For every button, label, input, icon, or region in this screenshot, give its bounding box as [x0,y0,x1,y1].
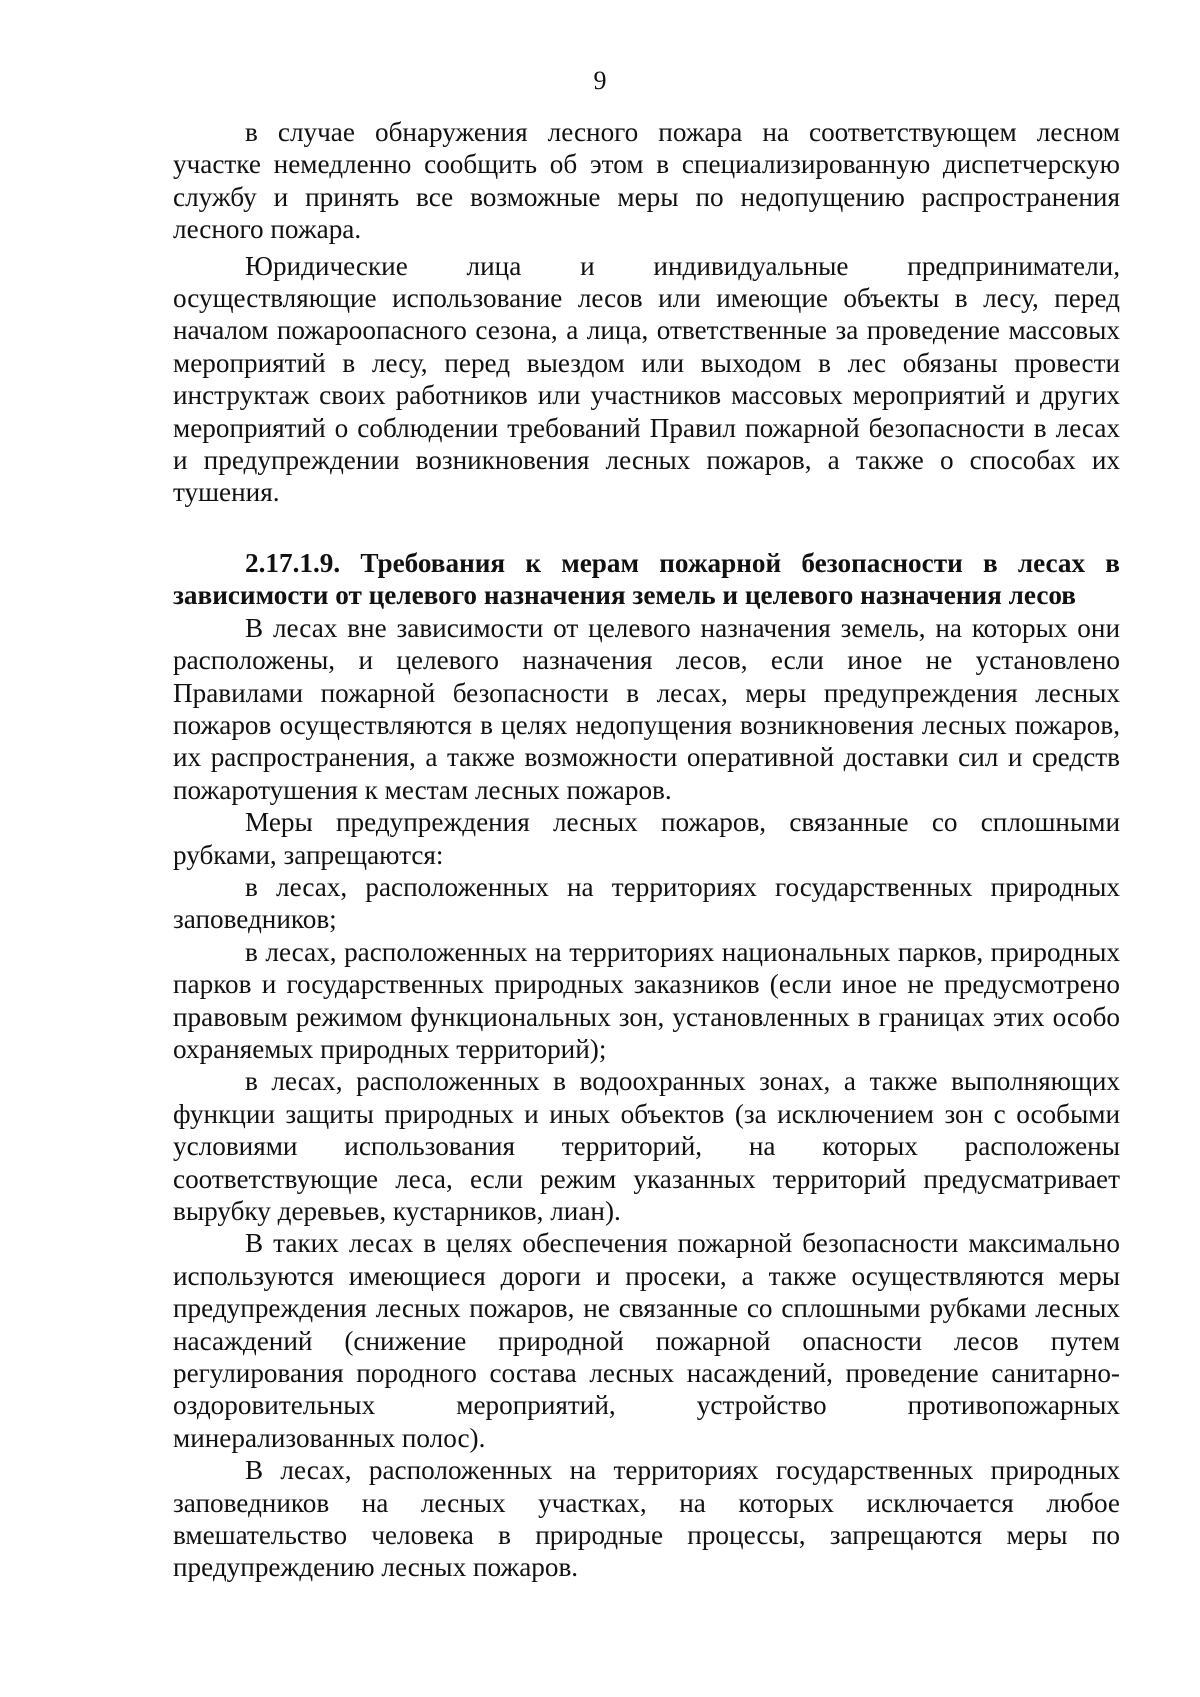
list-item-national-parks: в лесах, расположенных на территориях национальных парков, природных парков и государственных природных заказников (если иное не предусмотрено правовым режимом функциональных зон, установленных в границах этих особо охраняемых природных территорий); [173,936,1120,1064]
paragraph-reserve-plots: В лесах, расположенных на территориях государственных природных заповедников на лесных участках, на которых исключается любое вмешательство человека в природные процессы, запрещаются меры по предупреждению лесных пожаров. [173,1455,1120,1583]
paragraph-legal-entities-briefing: Юридические лица и индивидуальные предприниматели, осуществляющие использование лесов или имеющие объекты в лесу, перед началом пожароопасного сезона, а лица, ответственные за проведение массовых мероприятий в лесу, перед выездом или выходом в лес обязаны провести инструктаж своих работников или участников массовых мероприятий и других мероприятий о соблюдении требований Правил пожарной безопасности в лесах и предупреждении возникновения лесных пожаров, а также о способах их тушения. [173,250,1120,508]
list-item-reserves: в лесах, расположенных на территориях государственных природных заповедников; [173,871,1120,935]
paragraph-fire-report: в случае обнаружения лесного пожара на соответствующем лесном участке немедленно сообщить об этом в специализированную диспетчерскую службу и принять все возможные меры по недопущению распространения лесного пожара. [173,117,1120,245]
list-item-water-protection-zones: в лесах, расположенных в водоохранных зонах, а также выполняющих функции защиты природных и иных объектов (за исключением зон с особыми условиями использования территорий, на которых расположены соответствующие леса, если режим указанных территорий предусматривает вырубку деревьев, кустарников, лиан). [173,1066,1120,1226]
document-body [173,116,1120,1584]
paragraph-clear-cut-prohibited: Меры предупреждения лесных пожаров, связанные со сплошными рубками, запрещаются: [173,807,1120,870]
section-heading: 2.17.1.9. Требования к мерам пожарной безопасности в лесах в зависимости от целевого назначения земель и целевого назначения лесов [173,547,1120,611]
paragraph-general-measures: В лесах вне зависимости от целевого назначения земель, на которых они расположены, и целевого назначения лесов, если иное не установлено Правилами пожарной безопасности в лесах, меры предупреждения лесных пожаров осуществляются в целях недопущения возникновения лесных пожаров, их распространения, а также возможности оперативной доставки сил и средств пожаротушения к местам лесных пожаров. [173,612,1120,805]
paragraph-such-forests: В таких лесах в целях обеспечения пожарной безопасности максимально используются имеющиеся дороги и просеки, а также осуществляются меры предупреждения лесных пожаров, не связанные со сплошными рубками лесных насаждений (снижение природной пожарной опасности лесов путем регулирования породного состава лесных насаждений, проведение санитарно-оздоровительных мероприятий, устройство противопожарных минерализованных полос). [173,1228,1120,1453]
page-number: 9 [593,66,607,95]
